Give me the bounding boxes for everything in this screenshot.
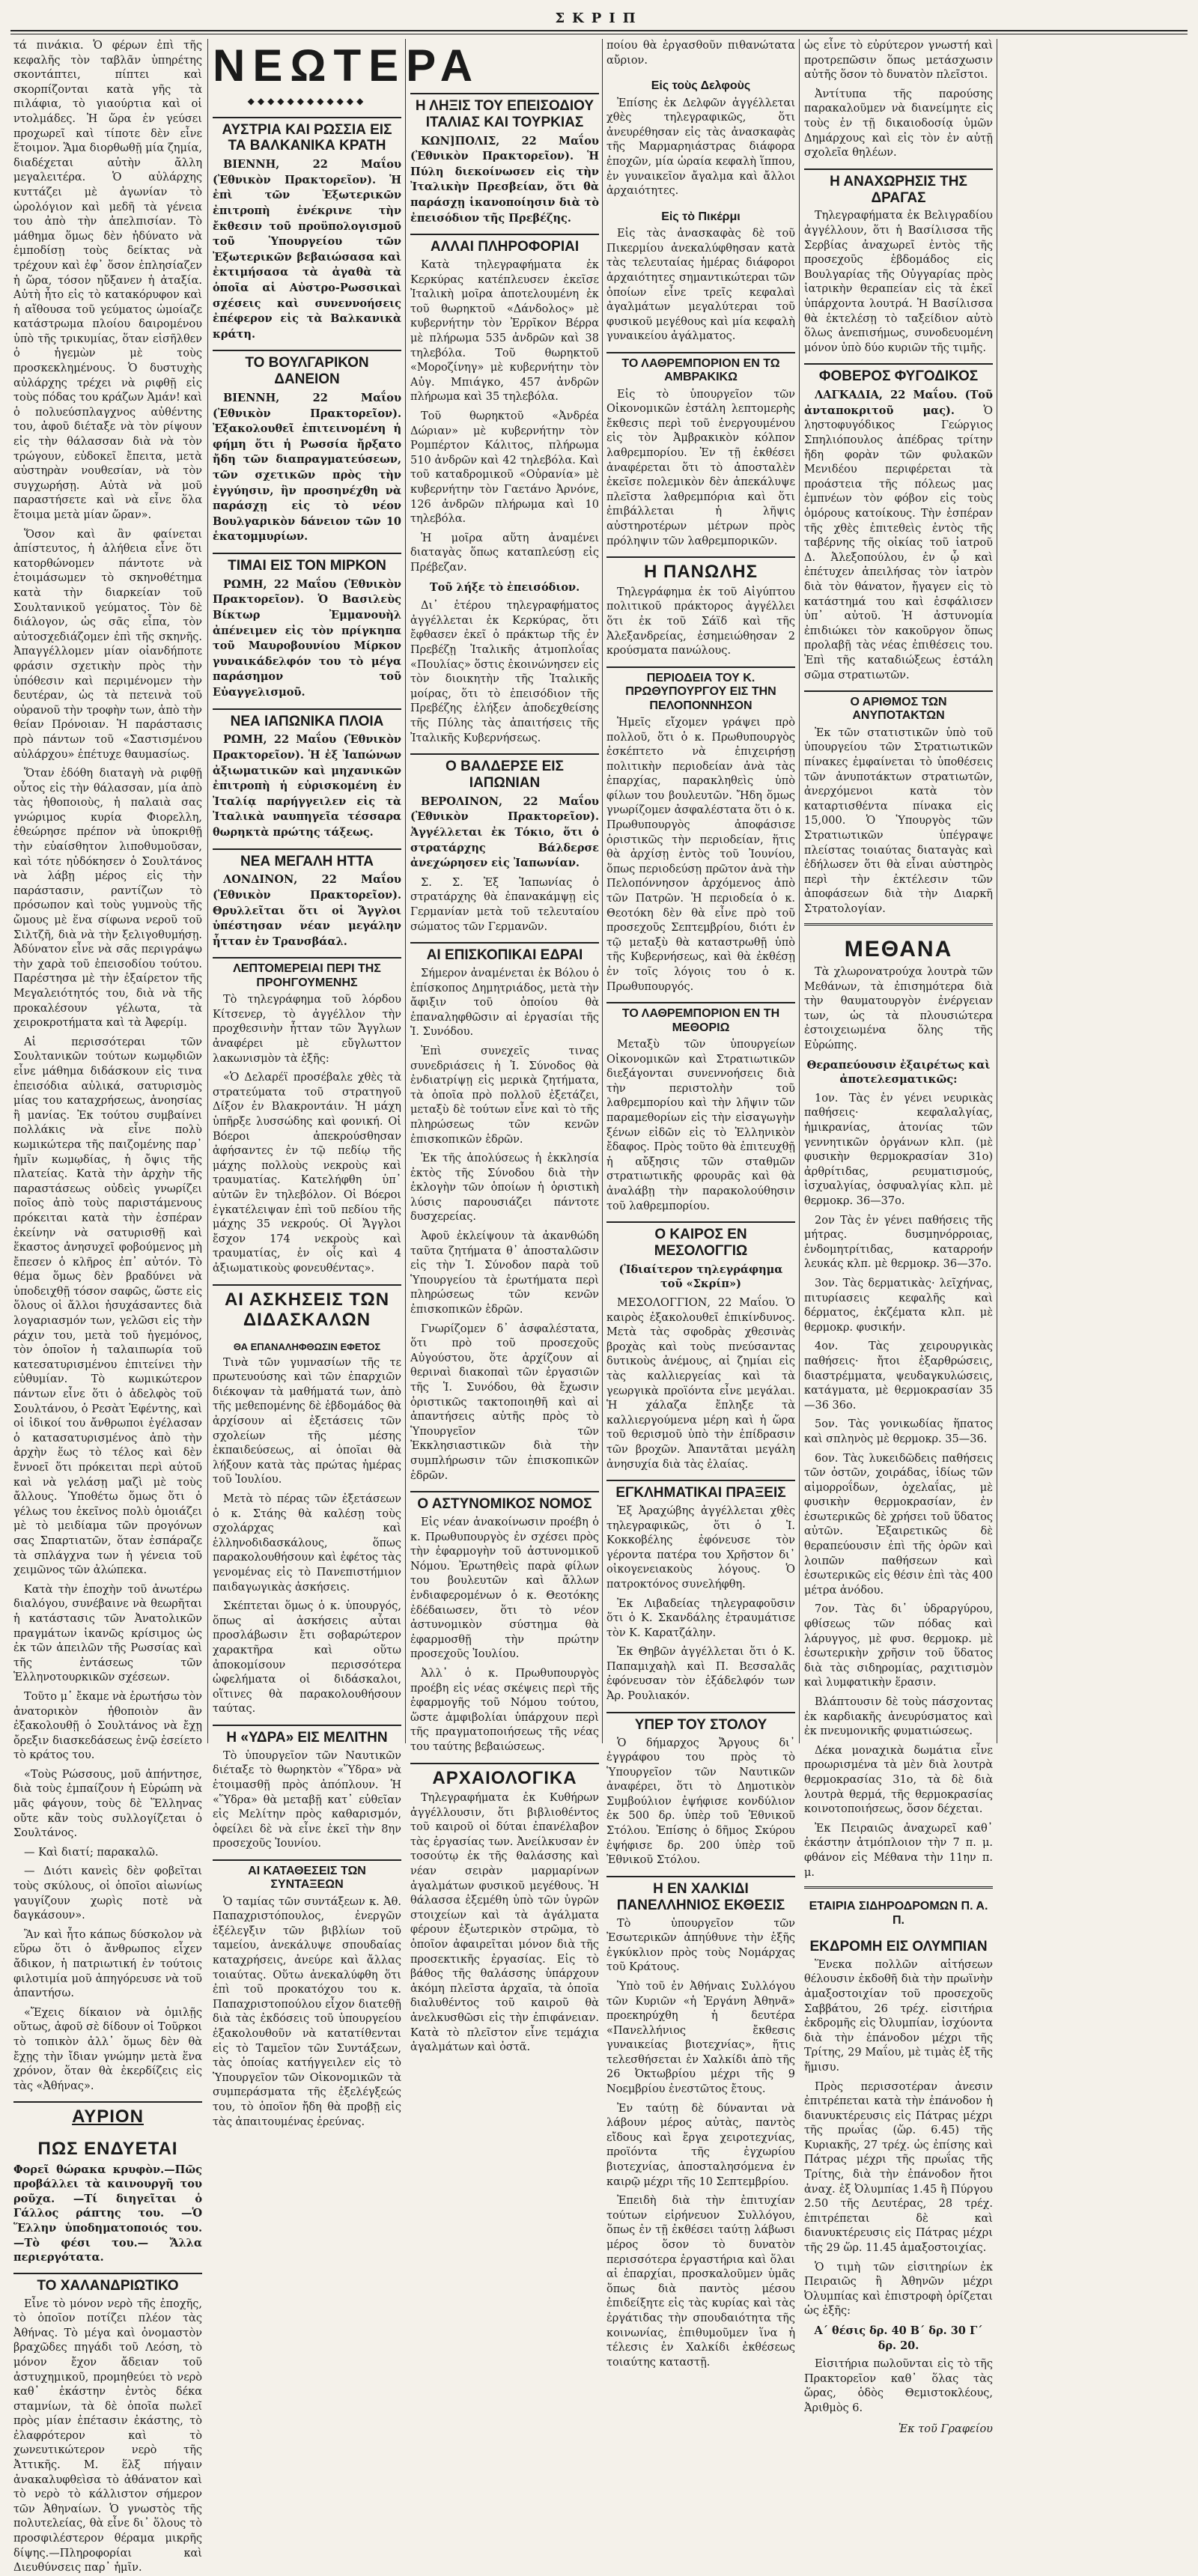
column-3 [410,39,600,2054]
article-paragraph: τά πινάκια. Ὁ φέρων ἐπὶ τῆς κεφαλῆς τὸν ταβλᾶν ὑπηρέτης σκοντάπτει, πίπτει καὶ σκορπίζονται κατὰ γῆς τὰ πιλάφια, τὸ γιαούρτια καὶ οἱ ντολμάδες. Ἡ ὥρα ἐν γεύσει προχωρεῖ καὶ τίποτε δὲν εἶνε ἕτοιμον. Ἅμα διορθωθῇ μία ζημία, διαδέχεται αὐτὴν ἄλλη μεγαλειτέρα. Ὁ αὐλάρχης κυττάζει μὲ ἀγωνίαν τὸ ὡρολόγιον καὶ μεδῆ τὰ γένεια του ἀπὸ τὴν ἀπελπισίαν. Τὸ μάθημα ὅμως δὲν ἠδύνατο νὰ ἐμποδίσῃ τοὺς δείκτας νὰ τρέχουν καὶ ἐφ᾽ ὅσον ἐπλησίαζεν ἡ ὥρα, τόσον ηὔξανεν ἡ ἀταξία. Αὐτὴ ἦτο εἰς τὸ κατακόρυφον καὶ ἡ αἴθουσα τοῦ γεύματος ὡμοίαζε κατάστρωμα πλοίου δαιρομένου ὑπὸ τῆς τρικυμίας, ὅταν εἰσῆλθεν ὁ ἡγεμὼν μὲ τοὺς προσκεκλημένους. Ὁ δυστυχὴς αὐλάρχης τρέχει νὰ ριφθῇ εἰς τοὺς πόδας του κράζων Ἀμάν! καὶ ὁ πολυεύσπλαγχνος αὐθέντης του, ἀφοῦ διέταξε νὰ τὸν ρίψουν εἰς τὴν θάλασσαν διὰ νὰ τὸν τρώγουν, εὐδοκεῖ ἔπειτα, μετὰ αὐστηρὰν νουθεσίαν, νὰ τὸν συγχωρήσῃ. Αὐτὰ νὰ μοῦ παραστήσετε καὶ νὰ εἶνε ὅλα ἕτοιμα μετὰ μίαν ὥραν». [13,40,202,521]
dateline: (Ἰδιαίτερον τηλεγράφημα τοῦ «Σκρίπ») [618,1263,783,1291]
headline-methana: ΜΕΘΑΝΑ [844,936,953,962]
article-paragraph: Ἐκ τῶν στατιστικῶν ὑπὸ τοῦ ὑπουργείου τῶν Στρατιωτικῶν πίνακες ἐμφαίνεται τὸ ὑποθέσεις τῶν ἀνυποτάκτων στρατιωτῶν, ἀνερχόμενοι κατὰ τὸν καταρτισθέντα πίνακα εἰς 15,000. Ὁ Ὑπουργὸς τῶν Στρατιωτικῶν ὑπέγραψε πλείστας τοιαύτας διαταγὰς καὶ ἐδήλωσεν ὅτι θὰ εἶναι αὐστηρὸς περὶ τὴν ἐκτέλεσιν τῶν ἀποφάσεων διὰ τὴν Διαρκῆ Στρατολογίαν. [804,726,993,915]
article-paragraph: Αἱ περισσότεραι τῶν Σουλτανικῶν τούτων κωμῳδιῶν εἶνε μάθημα διδάσκουν εἰς τινα ἐπεισόδια αὐλικά, σατυρισμὸς μίας του καταχρήσεως, ἀνοησίας ἢ μανίας. Ἐκ τούτου συμβαίνει πολλάκις νὰ εἶνε πολὺ κωμικώτερα τῆς παιζομένης παρ᾽ ἡμῖν κωμῳδίας, ἡ ὄψις τῆς πλατείας. Κατὰ τὴν ἀρχὴν τῆς παραστάσεως οὐδεὶς γνωρίζει ποῖος ἀπὸ τοὺς παριστάμενους πρόκειται κατὰ τὴν ἐσπέραν ἐκείνην νὰ σατυρισθῇ καὶ ἕκαστος ἀνησυχεῖ φοβούμενος μὴ ἔπεσεν ὁ κλῆρος ἐπ᾽ αὐτόν. Τὸ θέμα ὅμως δὲν βραδύνει νὰ ὑποδειχθῇ τόσον σαφῶς, ὥστε εἰς ὅλους οἱ ἄλλοι ἡσυχάσαντες διὰ λογαριασμόν των, γελῶσι εἰς τὴν ράχιν του, μετὰ τοῦ ἡγεμόνος, τὸν ὁποῖον ἡ ταλαιπωρία τοῦ κατεσατυρισμένου ἐπιτείνει τὴν εὐθυμίαν. Τὸ κωμικώτερον πάντων εἶνε ὅτι ὁ ἀδελφὸς τοῦ Σουλτάνου, ὁ Ρεσὰτ Ἐφέντης, καὶ οἱ ἰδικοί του ἄνθρωποι ἐγέλασαν ὁ κατασατυρισμένος ἀπὸ τὴν ἀρχὴν ἕως τὸ τέλος καὶ δὲν ἔννοεῖ ὅτι πρόκειται περὶ αὐτοῦ καὶ νὰ γελάσῃ μαζὶ μὲ τοὺς ἄλλους. Ὑποθέτω ὅμως ὅτι ὁ γέλως του ἐκεῖνος πολὺ ὁμοιάζει μὲ τὸ μειδίαμα τῶν προγόνων σας Σπαρτιατῶν, ὅταν ἐσπάραζε τὰ σπλάγχνα των ἡ γένεια τοῦ χειμῶνος τῶν ἀλώπεκα. [13,1036,202,1577]
headline-criminal-acts: ΕΓΚΛΗΜΑΤΙΚΑΙ ΠΡΑΞΕΙΣ [606,1480,795,1501]
advertisement-text: Ὁ τιμὴ τῶν εἰσιτηρίων ἐκ Πειραιῶς ἢ Ἀθηνῶν μέχρι Ὀλυμπίας καὶ ἐπιστροφὴ ὁρίζεται ὡς ἑξῆς: [804,2261,993,2318]
headline-smuggling-border: ΤΟ ΛΑΘΡΕΜΠΟΡΙΟΝ ΕΝ ΤΗ ΜΕΘΟΡΙΩ [606,1002,795,1035]
column-separator [207,39,208,1743]
article-paragraph: Ἐπίσης ἐκ Δελφῶν ἀγγέλλεται χθὲς τηλεγραφικῶς, ὅτι ἀνευρέθησαν εἰς τὰς ἀνασκαφὰς τῆς Μαρμαρηιάστρας διάφορα ἐποχῶν, μία ὡραία κεφαλὴ ἵππου, ἐν γυναικεῖον ἄγαλμα καὶ ἄλλοι ἀρχαιότητες. [606,97,795,198]
article-paragraph: Ἂν καὶ ἦτο κάπως δύσκολον νὰ εὕρω ὅτι ὁ ἄνθρωπος εἶχεν ἄδικον, ἡ πατριωτική ἐν τούτοις φιλοτιμία μοῦ ἀπηγόρευσε νὰ τοῦ ἀπαντήσω. [13,1928,202,2000]
article-paragraph: ΜΕΣΟΛΟΓΓΙΟΝ, 22 Μαΐου. Ὁ καιρὸς ἐξακολουθεῖ ἐπικίνδυνος. Μετὰ τὰς σφοδρὰς χθεσινὰς βροχὰς καὶ τοὺς πνεύσαντας δυτικοὺς ἀνέμους, αἱ ζημίαι εἰς τὰς καλλιεργείας καὶ τὰ γεωργικὰ προϊόντα εἶνε μεγάλαι. Ἡ χάλαζα ἔπληξε τὰ καλλιεργούμενα μέρη καὶ ἡ ὥρα τοῦ θερισμοῦ ὑπὸ τὴν ἐπίδρασιν τῶν βροχῶν. Ἀπαντᾶται μεγάλη ἀνησυχία διὰ τὰς ἐλαίας. [606,1296,795,1471]
article-text: Ὁ ληστοφυγόδικος Γεώργιος Σπηλιόπουλος ἀπέδρας τρίτην ἤδη φορὰν τῶν φυλακῶν Μενιδέου περιφέρεται τὰ προάστεια τῆς πόλεως μας ἐμπνέων τὸν φόβον εἰς τοὺς ὁμόρους κατοίκους. Τὴν ἐσπέραν τῆς χθὲς ἐπιτεθεὶς ἐντὸς τῆς ταβέρνης τῆς οἰκίας τοῦ ἰατροῦ Δ. Ἀλεξοπούλου, ἐν ᾧ καὶ ἐπέτυχεν ἀπειλήσας τὸν ἰατρὸν διὰ τὸν θάνατον, ἤγαγεν εἰς τὸ κατάστημά του καὶ ἐσφάλισεν ὑπ᾽ αὐτοῦ. Ἡ ἀστυνομία ἐπιδιώκει τὸν κακοῦργον ὅπως προλαβῇ τὰς νέας ἐπιθέσεις του. Ἐπὶ τῆς καταδιώξεως ἐστάλη σῶμα στρατιωτῶν. [804,404,993,681]
headline-honors-mirko: ΤΙΜΑΙ ΕΙΣ ΤΟΝ ΜΙΡΚΟΝ [213,553,401,574]
headline-austria-russia: ΑΥΣΤΡΙΑ ΚΑΙ ΡΩΣΣΙΑ ΕΙΣ ΤΑ ΒΑΛΚΑΝΙΚΑ ΚΡΑΤΗ [213,117,401,155]
column-5 [804,39,993,2435]
article-paragraph: Ἐκ τῆς ἀπολύσεως ἡ ἐκκλησία ἐκτὸς τῆς Σύνοδου διὰ τὴν ἐκλογὴν τῶν ὁποίων ἡ ὁριστικὴ λύσις παρουσιάζει πάντοτε δυσχερείας. [410,1152,599,1224]
article-paragraph: Ὅσον καὶ ἂν φαίνεται ἀπίστευτος, ἡ ἀλήθεια εἶνε ὅτι κατορθώνομεν πάντοτε νὰ ἑτοιμάσωμεν τὸ σκηνοθέτημα κατὰ τὴν διαρκείαν τοῦ Σουλτανικοῦ γεύματος. Τὸν δὲ διάλογον, ὡς σᾶς εἶπα, τὸν αὐτοσχεδιάζομεν ἐπὶ τῆς σκηνῆς. Ἀπαγγέλλομεν μίαν οἰανδήποτε φράσιν σχετικὴν πρὸς τὴν ὑπόθεσιν καὶ περιμένομεν τὴν δευτέραν, ὡς τὰ πετεινὰ τοῦ οὐρανοῦ τὴν τροφὴν των, ἀπὸ τὴν θείαν Πρόνοιαν. Ἡ παράστασις πρὸ πάντων τοῦ «Σαστισμένου αὐλάρχου» ἐπέτυχε θαυμασίως. [13,528,202,761]
headline-chalkida-exhibition: Η ΕΝ ΧΑΛΚΙΔΙ ΠΑΝΕΛΛΗΝΙΟΣ ΕΚΘΕΣΙΣ [606,1876,795,1914]
article-paragraph: Σ. Σ. Ἐξ Ἰαπωνίας ὁ στρατάρχης θὰ ἐπανακάμψῃ εἰς Γερμανίαν μετὰ τοῦ τελευταίου σώματος τῶν Γερμανῶν. [410,876,599,933]
signature: Ἐκ τοῦ Γραφείου [898,2422,993,2435]
dateline: ΚΩΝ]ΠΟΛΙΣ, 22 Μαΐου (Ἐθνικὸν Πρακτορεῖον). [410,134,599,163]
advertisement-text: 5ον. Τὰς γονικωδίας ἥπατος καὶ σπληνὸς μὲ θερμοκρ. 35—36. [804,1418,993,1445]
article-paragraph: ὡς εἶνε τὸ εὐρύτερον γνωστή καὶ προτρεπῶσιν ὅπως μετάσχωσιν αὐτῆς ὅσον τὸ δυνατὸν πλεῖστοι. [804,40,993,82]
headline-weather-mesolonghi: Ο ΚΑΙΡΟΣ ΕΝ ΜΕΣΟΛΟΓΓΙΩ [606,1221,795,1260]
advertisement-text: Βλάπτουσιν δὲ τοὺς πάσχοντας ἐκ καρδιακῆς ἀνευρύσματος καὶ ἐκ πνευμονικῆς φυματιώσεως. [804,1696,993,1738]
masthead: ΣΚΡΙΠ [555,10,643,26]
headline-archaeological: ΑΡΧΑΙΟΛΟΓΙΚΑ [410,1763,599,1789]
article-paragraph: ποίου θὰ ἐργασθοῦν πιθανώτατα αὔριον. [606,40,795,67]
double-rule [804,923,993,926]
headline-episcopal-seats: ΑΙ ΕΠΙΣΚΟΠΙΚΑΙ ΕΔΡΑΙ [410,942,599,964]
article-text: Ἐξακολουθεῖ ἐπιτεινομένη ἡ φήμη ὅτι ἡ Ρωσσία ἤρξατο ἤδη τῶν διαπραγματεύσεων, τῶν σχετικῶν πρὸς τὴν ἐγγύησιν, ἣν προσηνέχθη νὰ παράσχῃ εἰς τὸ νέον Βουλγαρικὸν δάνειον τῶν 10 ἑκατομμυρίων. [213,422,401,544]
article-paragraph: Κατὰ τηλεγραφήματα ἐκ Κερκύρας κατέπλευσεν ἐκεῖσε Ἰταλικὴ μοῖρα ἀποτελουμένη ἐκ τοῦ θωρηκτοῦ «Δάνδολος» μὲ κυβερνήτην τὸν Ἐρρῖκον Βέρρα μὲ πλήρωμα 535 ἀνδρῶν καὶ 38 τηλεβόλα. Τοῦ θωρηκτοῦ «Μοροζίνηγ» μὲ κυβερνήτην τὸν Αὐγ. Μπιάγκο, 457 ἀνδρῶν πλήρωμα καὶ 35 τηλεβόλα. [410,259,599,404]
article-paragraph: Δι᾽ ἑτέρου τηλεγραφήματος ἀγγέλλεται ἐκ Κερκύρας, ὅτι ἔφθασεν ἐκεῖ ὁ πράκτωρ τῆς ἐν Πρεβέζῃ Ἰταλικῆς ἀτμοπλοΐας «Πουλίας» ὅστις ἐκοινώνησεν εἰς τὸν διοικητὴν τῆς Ἰταλικῆς μοίρας, ὅτι τὸ ἐπεισόδιον τῆς Πρεβέζης ἐλήξεν ἀποδεχθείσης τῆς Πύλης τὰς ἀπαιτήσεις τῆς Ἰταλικῆς Κυβερνήσεως. [410,600,599,744]
double-rule [804,1886,993,1889]
advertisement-text: 2ον Τὰς ἐν γένει παθήσεις τῆς μήτρας. δυσμηνόρροιας, ἐνδομητρίτιδας, καταρροήν λευκάς κλπ. μὲ θερμοκρ. 36—37ο. [804,1214,993,1271]
advertisement-text: Εἰσιτήρια πωλοῦνται εἰς τὸ τῆς Πρακτορεῖον καθ᾽ ὅλας τὰς ὥρας, ὁδὸς Θεμιστοκλέους, Ἀριθμὸς 6. [804,2358,993,2414]
article-paragraph: Σήμερον ἀναμένεται ἐκ Βόλου ὁ ἐπίσκοπος Δημητριάδος, μετὰ τὴν ἄφιξιν τοῦ ὁποίου θὰ ἐπαναληφθῶσιν αἱ ἐργασίαι τῆς Ἱ. Συνόδου. [410,967,599,1039]
advertisement-text: 4ον. Τὰς χειρουργικὰς παθήσεις· ἤτοι ἐξαρθρώσεις, διαστρέμματα, ψευδαγκυλώσεις, κατάγματα, μὲ θερμοκρασίαν 35—36 36ο. [804,1340,993,1412]
article-paragraph: Τὸ ὑπουργεῖον τῶν Ναυτικῶν διέταξε τὸ θωρηκτὸν «Ὕδρα» νὰ ἑτοιμασθῇ πρὸς ἀπόπλουν. Ἡ «Ὕδρα» θὰ μεταβῇ κατ᾽ εὐθεῖαν εἰς Μελίτην πρὸς καθαρισμόν, ὀφείλει δὲ νὰ εἶνε ἐκεῖ τὴν 8ην προσεχοῦς Ἰουνίου. [213,1749,401,1850]
headline-draga-departure: Η ΑΝΑΧΩΡΗΣΙΣ ΤΗΣ ΔΡΑΓΑΣ [804,168,993,207]
subheadline: ΘΑ ΕΠΑΝΑΛΗΦΘΩΣΙΝ ΕΦΕΤΟΣ [233,1340,381,1352]
article-paragraph: Ἐπειδὴ διὰ τὴν ἐπιτυχίαν τούτων εἰρήνευον Συλλόγου, ὅπως ἐν τῇ ἐκθέσει ταύτῃ λάβωσι μέρος ὅσον τὸ δυνατὸν περισσότερα ἐργαστήρια καὶ ὅλαι αἱ ἐπαρχίαι, προσκαλοῦμεν ὑμᾶς ὅπως διὰ παντὸς μέσου ἐπιδείξητε εἰς τὰς κυρίας καὶ τὰς ἐργάτιδας τὴν σπουδαιότητα τῆς κοινωνίας, ἐπιθυμοῦμεν ἵνα ἡ τέλεσις ἐν Χαλκίδι ἐκθέσεως τοιαύτης καταστῇ. [606,2195,795,2369]
article-text: Θρυλλεῖται ὅτι οἱ Ἄγγλοι ὑπέστησαν νέαν μεγάλην ἧτταν ἐν Τρανσβάαλ. [213,904,401,948]
ornament-divider: ◆◆◆◆◆◆◆◆◆◆◆◆ [247,96,367,106]
column-4 [606,39,795,2369]
dateline: ΒΙΕΝΝΗ, 22 Μαΐου (Ἐθνικὸν Πρακτορεῖον). [213,158,401,186]
headline-details: ΛΕΠΤΟΜΕΡΕΙΑΙ ΠΕΡΙ ΤΗΣ ΠΡΟΗΓΟΥΜΕΝΗΣ [213,957,401,990]
article-text: Ὁ Βασιλεὺς Βίκτωρ Ἐμμανουὴλ ἀπένειμεν εἰς τὸν πρίγκηπα τοῦ Μαυροβουνίου Μίρκον γυναικάδελφόν του τὸ μέγα παράσημον τοῦ Εὐαγγελισμοῦ. [213,593,402,699]
article-paragraph: Εἰς τὸ ὑπουργεῖον τῶν Οἰκονομικῶν ἐστάλη λεπτομερὴς ἔκθεσις περὶ τοῦ ἐνεργουμένου εἰς τὸν Ἀμβρακικὸν κόλπον λαθρεμπορίου. Ἐν τῇ ἐκθέσει ἀναφέρεται ὅτι τὸ ἀποσταλὲν ἐκεῖσε πολεμικὸν δὲν ἀπεκάλυψε πλεῖστα λαθρεμπόρια καὶ ὅτι ἐπιβάλλεται ἡ λῆψις αὐστηροτέρων μέτρων πρὸς πρόληψιν τῶν λαθρεμπορικῶν. [606,388,795,547]
article-paragraph: Ἐκ Θηβῶν ἀγγέλλεται ὅτι ὁ Κ. Παπαμιχαὴλ καὶ Π. Βεσσαλᾶς ἐφόνευσαν τὸν ἐξάδελφόν των Ἀρ. Ρουλιακόν. [606,1646,795,1703]
article-paragraph: Τοῦ θωρηκτοῦ «Ἀνδρέα Δώριαν» μὲ κυβερνήτην τὸν Ρομπέρτον Κάλιτος, πλήρωμα 510 ἀνδρῶν καὶ 42 τηλεβόλα. Καὶ τοῦ καταδρομικοῦ «Οὐρανία» μὲ κυβερνήτην τὸν Γαετάνο Ἀρνόνε, 126 ἀνδρῶν πλήρωμα καὶ 10 τηλεβόλα. [410,410,599,526]
article-paragraph: Σκέπτεται ὅμως ὁ κ. ὑπουργός, ὅπως αἱ ἀσκήσεις αὗται προσλάβωσιν ἔτι σοβαρώτερον χαρακτῆρα καὶ οὕτω ἀποκομίσουν περισσότερα ὠφελήματα οἱ διδάσκαλοι, οἵτινες θὰ παρακολουθήσουν ταύτας. [213,1600,401,1716]
article-paragraph: Ἐκ Λιβαδείας τηλεγραφοῦσιν ὅτι ὁ Κ. Σκανδάλης ἐτραυμάτισε τὸν Κ. Καρατζάλην. [606,1597,795,1639]
advertisement-text: Εἶνε τὸ μόνον νερὸ τῆς ἐποχῆς, τὸ ὁποῖον ποτίζει πλέον τὰς Ἀθήνας. Τὸ μέγα καὶ ὀνομαστὸν βραχῶδες πηγάδι τοῦ Λεόση, τὸ μόνον ἔχον ἄδειαν τοῦ ἀστυχημικοῦ, προμηθεύει τὸ νερὸ καθ᾽ ἑκάστην ἐντὸς δέκα σταμνίων, τὰ δὲ ὁποῖα πωλεῖ πρὸς μίαν ἐπέτασιν ἐκάστης, τὸ ἐλαφρότερον καὶ τὸ χωνευτικώτερον νερὸ τῆς Ἀττικῆς. Μ. ἕλξ πήγαιν ἀνακαλυφθεὶσα τὸ ἀθάνατον καὶ τὸ νερὸ τὸ κάλλιστον σήμερον τῶν Ἀθηναίων. Ὁ γνωστὸς τῆς πολυτελείας, θὰ εἶνε δι᾽ ὅλους τὸ προσφιλέστερον θέραμα μικρῆς δίψης.—Πληροφορίαι καὶ Διευθύνσεις παρ᾽ ἡμῖν. [13,2297,202,2575]
headline-pm-tour: ΠΕΡΙΟΔΕΙΑ ΤΟΥ Κ. ΠΡΩΘΥΠΟΥΡΓΟΥ ΕΙΣ ΤΗΝ ΠΕΛΟΠΟΝΝΗΣΟΝ [606,666,795,713]
dateline: ΛΟΝΔΙΝΟΝ, 22 Μαΐου (Ἐθνικὸν Πρακτορεῖον). [213,873,401,902]
headline-other-info: ΑΛΛΑΙ ΠΛΗΡΟΦΟΡΙΑΙ [410,234,599,255]
column-1 [13,39,202,2575]
column-separator [602,39,603,1743]
article-paragraph: Τηλεγραφήματα ἐκ Κυθήρων ἀγγέλλουσιν, ὅτι βιβλιοθέντος τοῦ καιροῦ οἱ δύται ἐπανέλαβον τὰς ἐργασίας των. Ἀνείλκυσαν ἐν τοσούτῳ ἐκ τῆς θαλάσσης καὶ νέαν σειρὰν μαρμαρίνων ἀγαλμάτων φυσικοῦ μεγέθους. Ἡ θάλασσα ἐξεμέθη ὑπὸ τῶν ὑγρῶν στοιχείων καὶ τὰ ἀγάλματα φέρουν ἐξωτερικὸν στρῶμα, τὸ ὁποῖον ἀφαιρεῖται μόνον διὰ τῆς προσεκτικῆς ἐργασίας. Εἰς τὸ βάθος τῆς θαλάσσης ὑπάρχουν ἀκόμη πλεῖστα ἀρχαῖα, τὰ ὁποῖα διαλυθέντος τοῦ καιροῦ θὰ ἀνελκυσθῶσι εἰς τὴν ἐπιφάνειαν. Κατὰ τὸ πλεῖστον εἶνε τεμάχια ἀγαλμάτων καὶ ὀστᾶ. [410,1792,599,2054]
subheading: Τοῦ λήξε τὸ ἐπεισόδιον. [429,580,580,594]
article-paragraph: Ἀλλ᾽ ὁ κ. Πρωθυπουργὸς προέβη εἰς νέας σκέψεις περὶ τῆς ἐφαρμογῆς τοῦ Νόμου τούτου, ὥστε ἀμφιβολίαι ὑπάρχουν περὶ τῆς πραγματοποιήσεως τῆς νέας του ταύτης βεβαιώσεως. [410,1667,599,1753]
advertisement-text: 7ον. Τὰς δι᾽ ὑδραργύρου, φθίσεως τῶν πόδας καὶ λάρυγγος, μὲ φυσ. θερμοκρ. μὲ ἐσωτερικὴν χρῆσιν τοῦ ὕδατος διὰ τὰς σιδηρομίας, ραχιτισμὸν καὶ λυμφατικὴν ἕρασιν. [804,1603,993,1689]
column-2 [213,39,481,2128]
headline-chalandriotiko: ΤΟ ΧΑΛΑΝΔΡΙΩΤΙΚΟ [13,2273,202,2294]
column-separator [405,39,406,1743]
article-paragraph: Ὁ ταμίας τῶν συντάξεων κ. Ἀθ. Παπαχριστόπουλος, ἐνεργῶν ἐξέλεγξιν τῶν βιβλίων τοῦ ταμείου, ἀνεκάλυψε σπουδαίας καταχρήσεις, ἀνεύρε καὶ ἄλλας τοιαύτας. Οὕτω ἀνεκαλύφθη ὅτι ἐπὶ τοῦ προκατόχου του κ. Παπαχριστοπούλου εἶχον διατεθῇ διὰ τὰς ἐκδόσεις τοῦ ὑπουργείου ἐξακολουθοῦν νὰ κατατίθενται εἰς τὸ Ταμεῖον τῶν Συντάξεων, τὰς ὁποίας κατήγγειλεν εἰς τὸ Ὑπουργεῖον τῶν Οἰκονομικῶν τὰ συμπεράσματα τῆς ἐξελέγξεώς του, τὸ ὁποῖον ἤδη θὰ προβῇ εἰς τὰς ἀπαιτουμένας ἐρεύνας. [213,1895,401,2128]
article-paragraph: Κατὰ τὴν ἐποχὴν τοῦ ἀνωτέρω διαλόγου, συνέβαινε νὰ θεωρῆται ἡ κατάστασις τῶν Ἀνατολικῶν πραγμάτων ἱκανῶς κρίσιμος ὡς ἐκ τῶν ἀπειλῶν τῆς Ρωσσίας καὶ τῆς ἐντάσεως τῶν Ἑλληνοτουρκικῶν σχέσεων. [13,1583,202,1684]
article-paragraph: — Διότι κανεὶς δὲν φοβεῖται τοὺς σκύλους, οἱ ὁποῖοι αἰωνίως γαυγίζουν χωρὶς ποτὲ νὰ δαγκάσουν». [13,1865,202,1922]
headline-olympia-excursion: ΕΚΔΡΟΜΗ ΕΙΣ ΟΛΥΜΠΙΑΝ [809,1938,988,1954]
article-paragraph: Εἰς τὰς ἀνασκαφὰς δὲ τοῦ Πικερμίου ἀνεκαλύφθησαν κατὰ τὰς τελευταίας ἡμέρας διάφοροι ἀρχαιότητες σημαντικώτεραι τῶν ὁποίων εἶνε τρεῖς κεφαλαὶ ἀγαλμάτων μεγαλύτεραι τοῦ φυσικοῦ μεγέθους καὶ μία κεφαλὴ γυναικείου ἀγάλματος. [606,228,795,343]
article-paragraph: Ὁ δήμαρχος Ἄργους δι᾽ ἐγγράφου του πρὸς τὸ Ὑπουργεῖον τῶν Ναυτικῶν ἀναφέρει, ὅτι τὸ Δημοτικὸν Συμβούλιον ἐψήφισε κονδύλιον ἐκ 500 δρ. ὑπὲρ τοῦ Ἐθνικοῦ Στόλου. Ἐπίσης ὁ δῆμος Σκύρου ἐψήφισε δρ. 200 ὑπὲρ τοῦ Ἐθνικοῦ Στόλου. [606,1737,795,1867]
subheading-pikermi: Εἰς τὸ Πικέρμι [661,210,741,223]
article-paragraph: Εἰς νέαν ἀνακοίνωσιν προέβη ὁ κ. Πρωθυπουργὸς ἐν σχέσει πρὸς τὴν ἐφαρμογὴν τοῦ ἀστυνομικοῦ Νόμου. Ἐρωτηθεὶς παρὰ φίλων του βουλευτῶν καὶ ἄλλων ἐνδιαφερομένων ὁ κ. Θεοτόκης ἐδέδαιωσεν, ὅτι τὸ νέον ἀστυνομικὸν σύστημα θὰ ἐφαρμοσθῇ τὴν πρώτην προσεχοῦς Ἰουλίου. [410,1516,599,1661]
article-subheads: Φορεῖ θώρακα κρυφὸν.—Πῶς προβάλλει τὰ καινουργῆ του ροῦχα. —Τί διηγεῖται ὁ Γάλλος ράπτης του. —Ὁ Ἕλλην ὑποδηματοποιός του.—Τὸ φέσι του.— Ἄλλα περιεργότατα. [13,2163,202,2264]
article-paragraph: Τὸ ὑπουργεῖον τῶν Ἐσωτερικῶν ἀπηύθυνε τὴν ἑξῆς ἐγκύκλιον πρὸς τοὺς Νομάρχας τοῦ Κράτους. [606,1917,795,1974]
article-paragraph: Ὅταν ἐδόθη διαταγὴ νὰ ριφθῇ οὗτος εἰς τὴν θάλασσαν, μία ἀπὸ τὰς ἠθοποιοὺς, ἡ παλαιὰ σας γνώριμος κυρία Φιορελλη, ἐθεώρησε πρέπον νὰ ὑποκριθῇ τὴν εὐαίσθητον λιποθυμοῦσαν, καὶ τότε ηὐδόκησεν ὁ Σουλτάνος νὰ λάβῃ μέρος εἰς τὴν παράστασιν, ραντίζων τὸ πρόσωπον καὶ τοὺς γυμνοὺς τῆς ὤμους μὲ ἕνα σίφωνα νεροῦ τοῦ Σιλτζῆ, διὰ νὰ τὴν ξελιγοθυμήσῃ. Ἀδύνατον εἶνε νὰ σᾶς περιγράψω τὴν χαρὰ τοῦ ἐπεισοδίου τούτου. Παρέστησα μὲ τὴν ἐξαίρετον τῆς Μεγαλειότητός του, διὰ νὰ τῆς προκαλέσουν γέλωτα, τὰ χειροκροτήματα καὶ τὰ Ἀφερίμ. [13,768,202,1030]
article-paragraph: Μεταξὺ τῶν ὑπουργείων Οἰκονομικῶν καὶ Στρατιωτικῶν διεξάγονται συνεννοήσεις διὰ τὴν περιστολὴν τοῦ λαθρεμπορίου καὶ τὴν λῆψιν τῶν παραμεθορίων εἰς τὴν εἰσαγωγὴν ξένων εἰδῶν εἰς τὸ Ἑλληνικὸν ἔδαφος. Πρὸς τοῦτο θὰ ἐπιτευχθῇ ἡ αὔξησις τῶν σταθμῶν στρατιωτικῆς φρουρᾶς καὶ θὰ ἀναλάβῃ τὴν παρακολούθησιν τοῦ λαθρεμπορίου. [606,1038,795,1212]
headline-smuggling-ambracian: ΤΟ ΛΑΘΡΕΜΠΟΡΙΟΝ ΕΝ ΤΩ ΑΜΒΡΑΚΙΚΩ [606,352,795,385]
dateline: ΒΙΕΝΝΗ, 22 Μαΐου (Ἐθνικὸν Πρακτορεῖον). [213,392,401,420]
headline-avrion: ΑΥΡΙΟΝ [13,2101,202,2127]
article-paragraph: Τὸ τηλεγράφημα τοῦ λόρδου Κίτσενερ, τὸ ἀγγέλλον τὴν προχθεσινὴν ἧτταν τῶν Ἄγγλων ἀναφέρει μὲ εὔγλωττον λακωνισμὸν τὰ ἑξῆς: [213,994,401,1065]
advertisement-text: 3ον. Τὰς δερματικὰς· λεῖχήνας, πιτυρίασεις κεφαλῆς καὶ δέρματος, ἐκζέματα κλπ. μὲ θερμοκρ. φυσικήν. [804,1277,993,1334]
dateline: ΛΑΓΚΑΔΙΑ, 22 Μαΐου. (Τοῦ ἀνταποκριτοῦ μας). [804,389,993,417]
advertisement-text: 1ον. Τὰς ἐν γένει νευρικὰς παθήσεις· κεφαλαλγίας, ἡμικρανίας, ἀτονίας τῶν γεννητικῶν ὀργάνων κλπ. (μὲ φυσικὴν θερμοκρασίαν 31ο) ἀρθρίτιδας, ρευματισμούς, ἰσχυαλγίας, ὀσφυαλγίας κλπ. μὲ θερμοκρ. 36—37ο. [804,1092,993,1207]
headline-new-defeat: ΝΕΑ ΜΕΓΑΛΗ ΗΤΤΑ [213,848,401,870]
advertisement-prices: Α΄ θέσις δρ. 40 Β΄ δρ. 30 Γ΄ δρ. 20. [814,2324,983,2352]
article-paragraph: Ἡ μοῖρα αὕτη ἀναμένει διαταγὰς ὅπως καταπλεύσῃ εἰς Πρέβεζαν. [410,532,599,574]
section-title-neotera: ΝΕΩΤΕΡΑ [213,40,481,91]
article-paragraph: Τηλεγράφημα ἐκ τοῦ Αἰγύπτου πολιτικοῦ πράκτορος ἀγγέλλει ὅτι ἐκ τοῦ Σάϊδ καὶ τῆς Ἀλεξανδρείας, ἐσημειώθησαν 2 κρούσματα πανώλους. [606,586,795,657]
headline-plague: Η ΠΑΝΩΛΗΣ [606,556,795,583]
article-paragraph: «Ἔχεις δίκαιον νὰ ὁμιλῇς οὕτως, ἀφοῦ σὲ δίδουν οἱ Τοῦρκοι τὸ τοπικὸν ἀλλ᾽ ὅμως δὲν θὰ ἔχῃς τὴν ἴδιαν γνώμην μετὰ ἕνα χρόνον, ὅταν θὰ ἐκερδίζεις εἰς τὰς «Ἀθήνας». [13,2006,202,2092]
headline-pos-endyetai: ΠΩΣ ΕΝΔΥΕΤΑΙ [37,2138,178,2159]
article-text: Ἡ ἐπὶ τῶν Ἐξωτερικῶν ἐπιτροπὴ ἐνέκρινε τὴν ἔκθεσιν τοῦ προϋπολογισμοῦ τοῦ Ὑπουργείου τῶν Ἐξωτερικῶν βεβαιώσασα καὶ ἐκτιμήσασα τὰ ἀγαθὰ τὰ ὁποῖα αἱ Αὐστρο-Ρωσσικαὶ σχέσεις καὶ συνεννοήσεις ἐπέφερον εἰς τὰ Βαλκανικὰ κράτη. [213,173,402,341]
headline-for-the-fleet: ΥΠΕΡ ΤΟΥ ΣΤΟΛΟΥ [606,1712,795,1734]
article-paragraph: Ἡμεῖς εἴχομεν γράψει πρὸ πολλοῦ, ὅτι ὁ κ. Πρωθυπουργὸς ἐσκέπτετο νὰ ἐπιχειρήσῃ πολιτικὴν περιοδείαν ἀνὰ τὰς ἐπαρχίας, παρακληθεὶς ὑπὸ φίλων του βουλευτῶν. Ἤδη ὅμως γνωρίζομεν ἀσφαλέστατα ὅτι ὁ κ. Πρωθυπουργὸς ἀποφάσισε ὁριστικῶς τὴν περιοδείαν, ἥτις θὰ ἀρχίσῃ ἐντὸς τοῦ Ἰουνίου, ὅπως περιοδεύσῃ πρῶτον ἀνὰ τὴν Πελοπόννησον ἀρχόμενος ἀπὸ τῶν Πατρῶν. Ἡ περιοδεία ὁ κ. Θεοτόκη δὲν θὰ εἶνε πρὸ τοῦ προσεχοῦς Σεπτεμβρίου, διότι ἐν τῷ μεταξὺ θὰ καταστρωθῇ ὑπὸ τῆς Κυβερνήσεως, καὶ θὰ ἐκθέσῃ ἐν τοῖς λόγοις του ὁ κ. Πρωθυπουργός. [606,716,795,993]
headline-police-law: Ο ΑΣΤΥΝΟΜΙΚΟΣ ΝΟΜΟΣ [410,1491,599,1513]
headline-teacher-exercises: ΑΙ ΑΣΚΗΣΕΙΣ ΤΩΝ ΔΙΔΑΣΚΑΛΩΝ [213,1284,401,1331]
column-separator [799,39,800,1743]
masthead-rule [10,30,1188,31]
article-text: Ἡ Πύλη διεκοίνωσεν εἰς τὴν Ἰταλικὴν Πρεσβείαν, ὅτι θὰ παράσχῃ ἱκανοποίησιν διὰ τὸ ἐπεισόδιον τῆς Πρεβέζης. [410,150,600,225]
article-paragraph: Γνωρίζομεν δ᾽ ἀσφαλέστατα, ὅτι πρὸ τοῦ προσεχοῦς Αὐγούστου, ὅτε ἀρχίζουν αἱ θεριναὶ διακοπαὶ τῶν ἐργασιῶν τῆς Ἱ. Συνόδου, θὰ ἔχωσιν ὁριστικῶς τακτοποιηθῆ καὶ αἱ ἀπαντήσεις αὐτῆς πρὸς τὸ Ὑπουργεῖον τῶν Ἐκκλησιαστικῶν διὰ τὴν συμπλήρωσιν τῶν ἐπισκοπικῶν ἑδρῶν. [410,1322,599,1482]
headline-draft-evaders: Ο ΑΡΙΘΜΟΣ ΤΩΝ ΑΝΥΠΟΤΑΚΤΩΝ [804,690,993,723]
advertisement-text: Δέκα μοναχικὰ δωμάτια εἶνε προωρισμένα τὰ μὲν διὰ λουτρὰ θερμοκρασίας 31ο, τὰ δὲ διὰ λουτρὰ θερμά, τῆς θερμοκρασίας κοινοτοποιήσεως, ὅσον δέχεται. [804,1744,993,1816]
headline-end-of-incident: Η ΛΗΞΙΣ ΤΟΥ ΕΠΕΙΣΟΔΙΟΥ ΙΤΑΛΙΑΣ ΚΑΙ ΤΟΥΡΚΙΑΣ [410,93,599,131]
article-paragraph: «Ὁ Δελαρέϊ προσέβαλε χθὲς τὰ στρατεύματα τοῦ στρατηγοῦ Δίξον ἐν Βλακροντάιν. Ἡ μάχη ὑπῆρξε λυσσώδης καὶ φονική. Οἱ Βόεροι ἀπεκρούσθησαν ἀφήσαντες ἐν τῷ πεδίῳ τῆς μάχης πολλοὺς νεκροὺς καὶ τραυματίας. Κατελήφθη ὑπ᾽ αὐτῶν ἓν τηλεβόλον. Οἱ Βόεροι ἐγκατέλειψαν ἐπὶ τοῦ πεδίου τῆς μάχης 35 νεκρούς. Οἱ Ἄγγλοι ἔσχον 174 νεκροὺς καὶ τραυματίας, ἐν οἷς καὶ 4 ἀξιωματικοὺς φονευθέντας». [213,1072,401,1275]
article-paragraph: Ἐν ταύτῃ δὲ δύνανται νὰ λάβουν μέρος αὐτὰς, παντὸς εἴδους καὶ ἔργα χειροτεχνίας, προϊόντα τῆς ἐγχωρίου βιοτεχνίας, ἀποσταλησόμενα ἐν καιρῷ μέχρι τῆς 10 Σεπτεμβρίου. [606,2102,795,2188]
article-paragraph: Ἐξ Ἀραχώβης ἀγγέλλεται χθὲς τηλεγραφικῶς, ὅτι ὁ Ἰ. Κοκκοβέλης ἐφόνευσε τὸν γέροντα πατέρα του Χρῆστον δι᾽ οἰκογενειακοὺς λόγους. Ὁ πατροκτόνος συνελήφθη. [606,1504,795,1591]
headline-pension-deposits: ΑΙ ΚΑΤΑΘΕΣΕΙΣ ΤΩΝ ΣΥΝΤΑΞΕΩΝ [213,1859,401,1892]
dateline: ΒΕΡΟΛΙΝΟΝ, 22 Μαΐου (Ἐθνικὸν Πρακτορεῖον). [410,795,599,824]
article-paragraph: Τηλεγραφήματα ἐκ Βελιγραδίου ἀγγέλλουν, ὅτι ἡ Βασίλισσα τῆς Σερβίας ἀναχωρεῖ ἐντὸς τῆς προσεχοῦς ἑβδομάδος εἰς Βουλγαρίας τῆς Οὐγγαρίας πρὸς ἰατρικὴν θεραπείαν εἰς τὰ ἐκεῖ ὑπάρχοντα λουτρά. Ἡ Βασίλισσα θὰ ἐκτελέσῃ τὸ ταξείδιον αὐτὸ ὅλως ἀνεπισήμως, συνοδευομένη μόνον ὑπὸ δύο κυριῶν τῆς τιμῆς. [804,210,993,354]
advertisement-text: Πρὸς περισσοτέραν ἀνεσιν ἐπιτρέπεται κατὰ τὴν ἐπάνοδον ἡ διανυκτέρευσις εἰς Πάτρας μέχρι τῆς πρωΐας (ὥρ. 6.45) τῆς Κυριακῆς, 27 τρέχ. ὡς ἐπίσης καὶ Πάτρας μέχρι τῆς πρωΐας τῆς Τρίτης, διὰ τὴν ἐπάνοδον ἤτοι ἀναχ. ἐξ Ὀλυμπίας 1.45 ἢ Πύργου 2.50 τῆς Δευτέρας, 28 τρέχ. ἐπιτρέπεται δὲ καὶ διανυκτέρευσις εἰς Πάτρας μέχρι τῆς 29 ὥρ. 11.45 ἀμαξοστοιχίας. [804,2080,993,2255]
article-paragraph: «Τοὺς Ρώσσους, μοῦ ἀπήντησε, διὰ τοὺς ἐμπαίζουν ἡ Εὐρώπη νὰ μᾶς φάγουν, τοὺς δὲ Ἕλληνας οὔτε κἂν τοὺς συλλογίζεται ὁ Σουλτάνος. [13,1768,202,1840]
advertisement-text: Τὰ χλωρονατρούχα λουτρὰ τῶν Μεθάνων, τὰ ἐπισημότερα διὰ τὴν θαυματουργὸν ἐνέργειαν των, ὡς τὰ πλουσιώτερα ἐστοιχειωμένα ὅλης τῆς Εὐρώπης. [804,966,993,1052]
article-paragraph: Τοῦτο μ᾽ ἔκαμε νὰ ἐρωτήσω τὸν ἀνατορικὸν ἠθοποιὸν ἂν ἐξακολουθῇ ὁ Σουλτάνος νὰ ἔχῃ ὄρεξιν διασκεδάσεως ἐνῷ ἐσείετο τὸ κράτος του. [13,1690,202,1762]
article-paragraph: Ὑπὸ τοῦ ἐν Ἀθήναις Συλλόγου τῶν Κυριῶν «ἡ Ἐργάνη Ἀθηνᾶ» προεκηρύχθη ἡ δευτέρα «Πανελλήνιος ἔκθεσις γυναικείας βιοτεχνίας», ἥτις τελεσθήσεται ἐν Χαλκίδι ἀπὸ τῆς 26 Ὀκτωβρίου μέχρι τῆς 9 Νοεμβρίου ἐνεστῶτος ἔτους. [606,1980,795,2096]
headline-fugitive: ΦΟΒΕΡΟΣ ΦΥΓΟΔΙΚΟΣ [804,363,993,385]
advertisement-subhead: Θεραπεύουσιν ἐξαιρέτως καὶ ἀποτελεσματικῶς: [806,1058,991,1087]
article-paragraph: Μετὰ τὸ πέρας τῶν ἐξετάσεων ὁ κ. Στάης θὰ καλέσῃ τοὺς σχολάρχας καὶ ἑλληνοδιδασκάλους, ὅπως παρακολουθήσουν καὶ ἐφέτος τὰς γενομένας εἰς τὸ Πανεπιστήμιον παιδαγωγικὰς ἀσκήσεις. [213,1492,401,1594]
article-paragraph: Τινὰ τῶν γυμνασίων τῆς τε πρωτευούσης καὶ τῶν ἐπαρχιῶν διέκοψαν τὰ μαθήματά των, ἀπὸ τῆς μεθεπομένης δὲ ἑβδομάδος θὰ ἀρχίσουν αἱ ἐξετάσεις τῶν σχολείων τῆς μέσης ἐκπαιδεύσεως, αἱ ὁποῖαι θὰ λήξουν κατὰ τὰς πρώτας ἡμέρας τοῦ Ἰουλίου. [213,1356,401,1486]
headline-railway-company: ΕΤΑΙΡΙΑ ΣΙΔΗΡΟΔΡΟΜΩΝ Π. Α. Π. [809,1900,988,1927]
article-paragraph: Ἐπὶ συνεχεῖς τινας συνεδριάσεις ἡ Ἱ. Σύνοδος θὰ ἐνδιατρίψῃ εἰς μερικὰ ζητήματα, τὰ ὁποῖα πρὸ πολλοῦ ἐξετάζει, μεταξὺ δὲ τούτων εἶνε καὶ τὸ τῆς πληρώσεως τῶν κενῶν ἐπισκοπικῶν ἑδρῶν. [410,1045,599,1146]
advertisement-text: Ἕνεκα πολλῶν αἰτήσεων θέλουσιν ἐκδοθῆ διὰ τὴν πρωϊνὴν ἀμαξοστοιχίαν τοῦ προσεχοῦς Σαββάτου, 26 τρέχ. εἰσιτήρια ἐκδρομῆς εἰς Ὀλυμπίαν, ἰσχύοντα διὰ τὴν ἐπάνοδον μέχρι τῆς Τρίτης, 29 Μαΐου, μὲ τιμὰς ἐξ τῆς ἥμισυ. [804,1958,993,2074]
headline-waldersee: Ο ΒΑΛΔΕΡΣΕ ΕΙΣ ΙΑΠΩΝΙΑΝ [410,753,599,792]
advertisement-text: Ἐκ Πειραιῶς ἀναχωρεῖ καθ᾽ ἑκάστην ἀτμόπλοιον τὴν 7 π. μ. φθάνον εἰς Μέθανα τὴν 11ην π. μ. [804,1822,993,1879]
advertisement-text: 6ον. Τὰς λυκειδῶδεις παθήσεις τῶν ὀστῶν, χοιράδας, ἰδίως τῶν αἰμορροΐδων, ὀχελαΐας, μὲ φυσικὴν θερμοκρασίαν, ἐν ἐσωτερικῶς δὲ χρήσει τοῦ ὕδατος αὐτῶν. Ἐξαιρετικῶς δὲ θεραπεύουσιν ἐπὶ τῆς ὀρῶν καὶ λοιπῶν παθήσεων καὶ ἐσωτερικῶς εἰς θέσιν ἐπὶ τὰς 400 μέτρα ἀνόδου. [804,1452,993,1597]
article-paragraph: Ἀντίτυπα τῆς παρούσης παρακαλοῦμεν νὰ διανείμητε εἰς τοὺς ἐν τῇ δικαιοδοσίᾳ ὑμῶν Δημάρχους καὶ εἰς τὸν ἐν αὐτῇ σχολεῖα θηλέων. [804,88,993,160]
headline-japanese-ships: ΝΕΑ ΙΑΠΩΝΙΚΑ ΠΛΟΙΑ [213,708,401,730]
dateline: ΡΩΜΗ, 22 Μαΐου (Ἐθνικὸν Πρακτορεῖον). [213,577,401,607]
article-text: Ἀγγέλλεται ἐκ Τόκιο, ὅτι ὁ στρατάρχης Βάλδερσε ἀνεχώρησεν εἰς Ἰαπωνίαν. [410,825,599,870]
article-paragraph: — Καὶ διατί; παρακαλῶ. [24,1846,159,1859]
article-paragraph: Ἀφοῦ ἐκλείψουν τὰ ἀκανθώδη ταῦτα ζητήματα θ᾽ ἀποσταλῶσιν εἰς τὴν Ἱ. Σύνοδον παρὰ τοῦ Ὑπουργείου τὰ ἐρωτήματα περὶ πληρώσεως τῶν κενῶν ἐπισκοπικῶν ἑδρῶν. [410,1230,599,1316]
article-text: Ἡ ἐξ Ἰαπώνων ἀξιωματικῶν καὶ μηχανικῶν ἐπιτροπὴ ἡ εὑρισκομένη ἐν Ἰταλίᾳ παρήγγειλεν εἰς τὰ Ἰταλικὰ ναυπηγεῖα τέσσαρα θωρηκτὰ πρώτης τάξεως. [213,749,402,839]
headline-ydra-malta: Η «ΥΔΡΑ» ΕΙΣ ΜΕΛΙΤΗΝ [213,1725,401,1746]
headline-bulgarian-loan: ΤΟ ΒΟΥΛΓΑΡΙΚΟΝ ΔΑΝΕΙΟΝ [213,350,401,388]
subheading-delphi: Εἰς τοὺς Δελφοὺς [651,79,751,93]
spacer [410,39,599,85]
column-6 [1002,39,1191,1743]
dateline: ΡΩΜΗ, 22 Μαΐου (Ἐθνικὸν Πρακτορεῖον). [213,733,401,762]
